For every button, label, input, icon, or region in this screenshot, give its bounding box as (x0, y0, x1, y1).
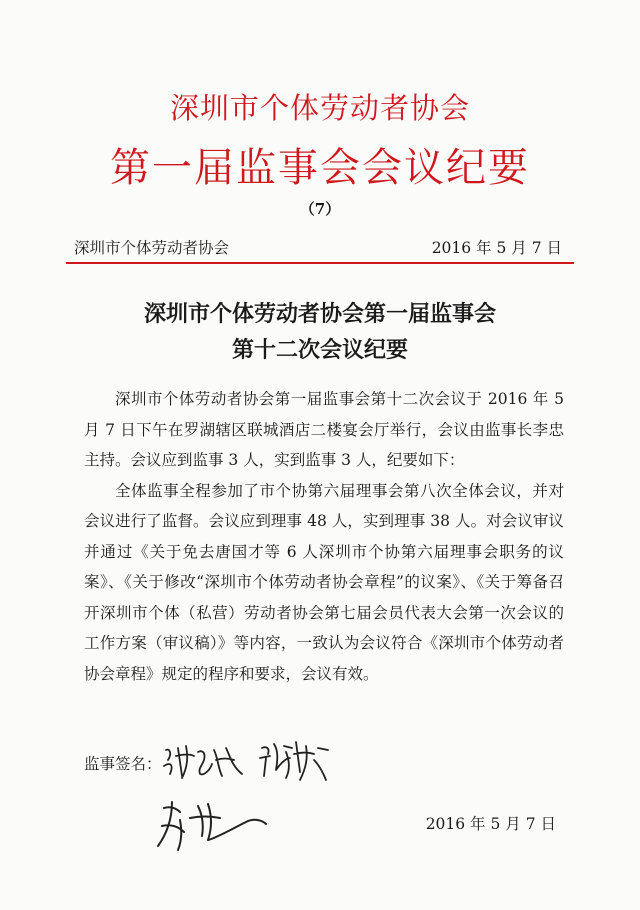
signature-handwritten-2 (256, 736, 336, 786)
minutes-body (84, 384, 564, 689)
signing-date: 2016 年 5 月 7 日 (425, 815, 556, 833)
signature-label: 监事签名： (84, 755, 162, 773)
issue-number: （7） (299, 200, 341, 218)
body-paragraph: 深圳市个体劳动者协会第一届监事会第十二次会议于 2016 年 5 月 7 日下午在罗湖辖区联城酒店二楼宴会厅举行，会议由监事长李忠主持。会议应到监事 3 人，实到监事 3 人，纪要如下： (84, 390, 564, 469)
minutes-title-line1: 深圳市个体劳动者协会第一届监事会 (143, 301, 496, 327)
signature-handwritten-1 (160, 740, 250, 784)
header-doc-title: 第一届监事会会议纪要 (110, 145, 530, 191)
minutes-title (0, 296, 640, 368)
issuer-name: 深圳市个体劳动者协会 (74, 239, 230, 257)
body-paragraph: 全体监事全程参加了市个协第六届理事会第八次全体会议，并对会议进行了监督。会议应到理事 48 人，实到理事 38 人。对会议审议并通过《关于免去唐国才等 6 人深圳市个协第六届理事会职务的议案》、《关于修改“深圳市个体劳动者协会章程”的议案》、《关于筹备召开深圳市个体（私营）劳动者协会第七届会员代表大会第一次会议的工作方案（审议稿）》等内容，一致认为会议符合《深圳市个体劳动者协会章程》规定的程序和要求，会议有效。 (84, 481, 564, 683)
header-divider (66, 262, 574, 264)
minutes-title-line2: 第十二次会议纪要 (231, 337, 408, 363)
issue-date: 2016 年 5 月 7 日 (431, 239, 562, 257)
signature-handwritten-3 (150, 798, 280, 856)
header-org-name: 深圳市个体劳动者协会 (169, 91, 470, 125)
